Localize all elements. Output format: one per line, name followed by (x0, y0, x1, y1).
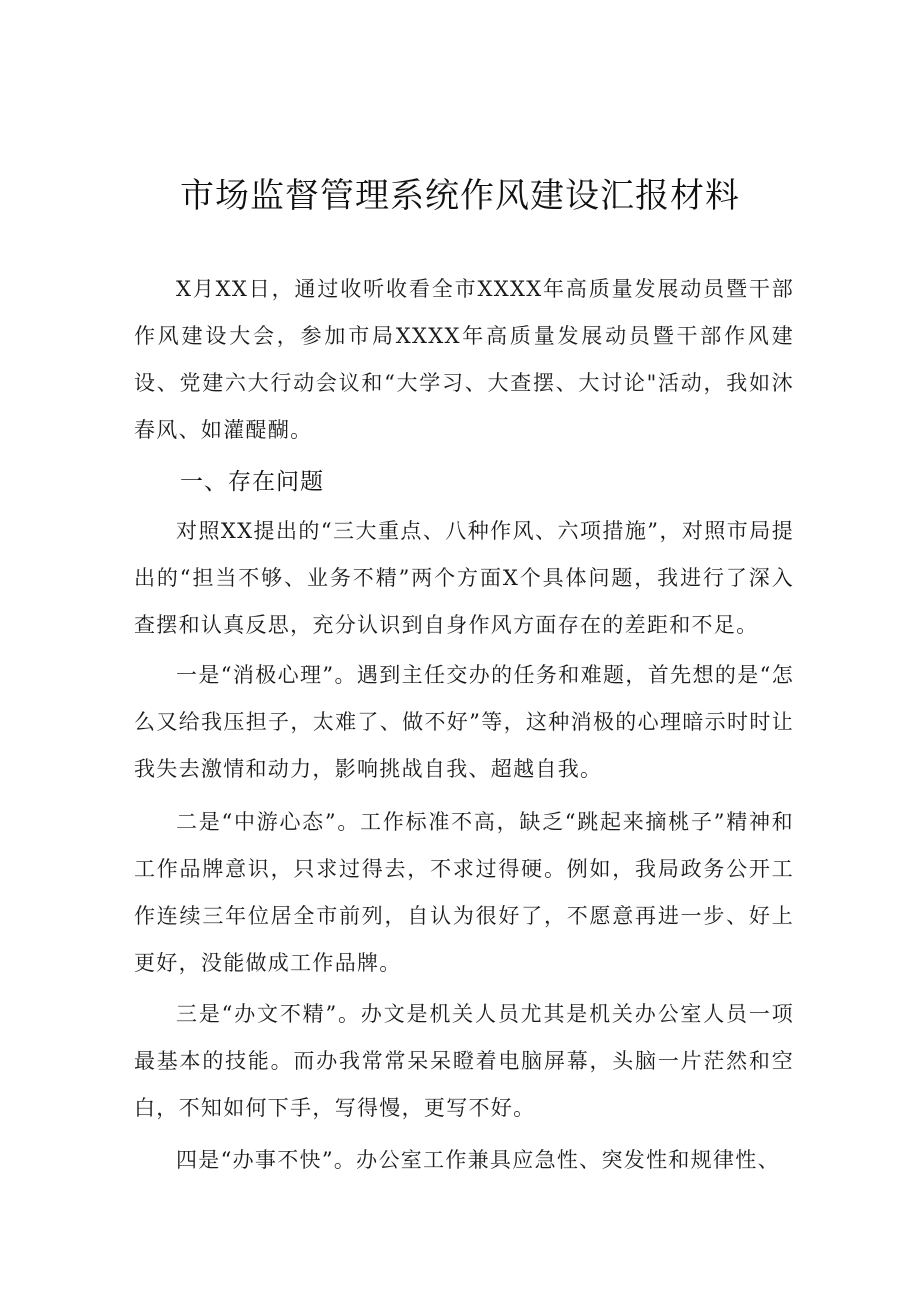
document-title: 市场监督管理系统作风建设汇报材料 (180, 176, 740, 216)
problem-item-4: 四是“办事不快”。办公室工作兼具应急性、突发性和规律性、 (176, 1148, 780, 1172)
intro-paragraph: X月XX日，通过收听收看全市XXXX年高质量发展动员暨干部作风建设大会，参加市局XXXX年高质量发展动员暨干部作风建设、党建六大行动会议和“大学习、大查摆、大讨论"活动，我如沐春风、如灌醍醐。 (134, 277, 794, 442)
section-heading-problems: 一、存在问题 (180, 469, 324, 495)
problem-item-1: 一是“消极心理”。遇到主任交办的任务和难题，首先想的是“怎么又给我压担子，太难了、做不好”等，这种消极的心理暗示时时让我失去激情和动力，影响挑战自我、超越自我。 (134, 663, 794, 781)
problem-item-2: 二是“中游心态”。工作标准不高，缺乏“跳起来摘桃子”精神和工作品牌意识，只求过得去，不求过得硬。例如，我局政务公开工作连续三年位居全市前列，自认为很好了，不愿意再进一步、好上更好，没能做成工作品牌。 (134, 810, 794, 975)
problem-item-3: 三是“办文不精”。办文是机关人员尤其是机关办公室人员一项最基本的技能。而办我常常呆呆瞪着电脑屏幕，头脑一片茫然和空白，不知如何下手，写得慢，更写不好。 (134, 1002, 794, 1120)
section-intro-paragraph: 对照XX提出的“三大重点、八种作风、六项措施”，对照市局提出的“担当不够、业务不精”两个方面X个具体问题，我进行了深入查摆和认真反思，充分认识到自身作风方面存在的差距和不足。 (134, 519, 794, 637)
